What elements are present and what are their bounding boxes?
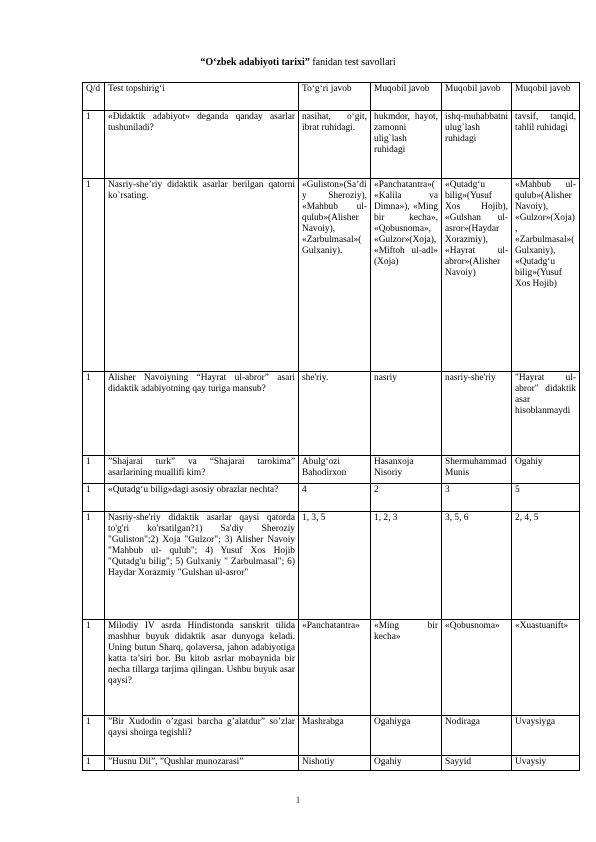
option-cell: ishq-muhabbatni ulug`lash ruhidagi xyxy=(442,111,512,179)
option-cell: 3 xyxy=(442,484,512,512)
table-cell: 1 xyxy=(83,756,105,771)
option-cell: Hasanxoja Nisoriy xyxy=(371,456,442,484)
option-cell: Nodiraga xyxy=(442,716,512,756)
question-cell: Nasriy-she’riy didaktik asarlar berilgan qatorni ko`rsating. xyxy=(105,179,299,372)
option-cell: «Qobusnoma» xyxy=(442,620,512,716)
option-cell: «Panchatantra»(«Kalila va Dimna»), «Ming bir kecha», «Qobusnoma», «Gulzor»(Xoja), «Miftoh ul-adl» (Xoja) xyxy=(371,179,442,372)
table-row xyxy=(83,456,580,484)
question-cell: Nasriy-she'riy didaktik asarlar qaysi qatorda to'g'ri ko'rsatilgan?1) Sa'diy Sheroziy "Guliston";2) Xoja "Gulzor"; 3) Alisher Navoiy "Mahbub ul- qulub"; 4) Yusuf Xos Hojib "Qutadg'u bilig"; 5) Gulxaniy " Zarbulmasal"; 6) Haydar Xorazmiy "Gulshan ul-asror" xyxy=(105,512,299,620)
correct-answer-cell: «Panchatantra» xyxy=(299,620,371,716)
correct-answer-cell: she'riy. xyxy=(299,372,371,456)
option-cell: «Ming bir kecha» xyxy=(371,620,442,716)
question-cell: ”Bir Xudodin o’zgasi barcha g’alatdur” so’zlar qaysi shoirga tegishli? xyxy=(105,716,299,756)
option-cell: Uvaysiy xyxy=(512,756,580,771)
table-cell: 1 xyxy=(83,716,105,756)
option-cell: 3, 5, 6 xyxy=(442,512,512,620)
page-number: 1 xyxy=(295,795,301,805)
header-cell: Muqobil javob xyxy=(442,83,512,111)
title-rest: fanidan test savollari xyxy=(309,57,396,68)
option-cell: nasriy-she'riy xyxy=(442,372,512,456)
option-cell: Shermuhammad Munis xyxy=(442,456,512,484)
test-table xyxy=(82,82,580,771)
option-cell: 5 xyxy=(512,484,580,512)
table-cell: 1 xyxy=(83,484,105,512)
option-cell: Ogahiyga xyxy=(371,716,442,756)
table-cell: 1 xyxy=(83,111,105,179)
option-cell: tavsif, tanqid, tahlil ruhidagi xyxy=(512,111,580,179)
question-cell: «Didaktik adabiyot» deganda qanday asarlar tushuniladi? xyxy=(105,111,299,179)
option-cell: nasriy xyxy=(371,372,442,456)
table-row xyxy=(83,756,580,771)
question-cell: ”Shajarai turk” va “Shajarai tarokima” asarlarining muallifi kim? xyxy=(105,456,299,484)
correct-answer-cell: 1, 3, 5 xyxy=(299,512,371,620)
header-cell: Test topshirig‘i xyxy=(105,83,299,111)
table-row xyxy=(83,179,580,372)
option-cell: 1, 2, 3 xyxy=(371,512,442,620)
correct-answer-cell: 4 xyxy=(299,484,371,512)
header-cell: Muqobil javob xyxy=(371,83,442,111)
table-row xyxy=(83,620,580,716)
question-cell: «Qutadg‘u bilig»dagi asosiy obrazlar nechta? xyxy=(105,484,299,512)
table-header-row xyxy=(83,83,580,111)
option-cell: «Xuastuanift» xyxy=(512,620,580,716)
option-cell: Ogahiy xyxy=(371,756,442,771)
correct-answer-cell: nasihat, o‘git, ibrat ruhidagi. xyxy=(299,111,371,179)
table-cell: 1 xyxy=(83,512,105,620)
option-cell: «Qutadg‘u bilig»(Yusuf Xos Hojib), «Gulshan ul-asror»(Haydar Xorazmiy), «Hayrat ul-abror»(Alisher Navoiy) xyxy=(442,179,512,372)
header-cell: To‘g‘ri javob xyxy=(299,83,371,111)
correct-answer-cell: «Guliston»(Sa’diy Sheroziy), «Mahbub ul-qulub»(Alisher Navoiy), «Zarbulmasal»(Gulxaniy). xyxy=(299,179,371,372)
title-bold: “O‘zbek adabiyoti tarixi” xyxy=(200,57,310,68)
option-cell: Ogahiy xyxy=(512,456,580,484)
option-cell: 2, 4, 5 xyxy=(512,512,580,620)
table-row xyxy=(83,372,580,456)
option-cell: hukmdor, hayot, zamonni ulig`lash ruhidagi xyxy=(371,111,442,179)
table-row xyxy=(83,484,580,512)
table-row xyxy=(83,111,580,179)
table-row xyxy=(83,716,580,756)
option-cell: Uvaysiyga xyxy=(512,716,580,756)
header-cell: Q/d xyxy=(83,83,105,111)
question-cell: Milodiy IV asrda Hindistonda sanskrit tilida mashhur buyuk didaktik asar dunyoga keladi. Uning butun Sharq, qolaversa, jahon adabiyotiga katta ta’siri bor. Bu kitob asrlar mobaynida bir necha tillarga tarjima qilingan. Ushbu buyuk asar qaysi? xyxy=(105,620,299,716)
correct-answer-cell: Mashrabga xyxy=(299,716,371,756)
option-cell: 2 xyxy=(371,484,442,512)
table-cell: 1 xyxy=(83,620,105,716)
page-title xyxy=(0,57,596,68)
option-cell: «Mahbub ul-qulub»(Alisher Navoiy), «Gulzor»(Xoja), «Zarbulmasal»(Gulxaniy), «Qutadg‘u bilig»(Yusuf Xos Hojib) xyxy=(512,179,580,372)
table-cell: 1 xyxy=(83,372,105,456)
correct-answer-cell: Nishotiy xyxy=(299,756,371,771)
table-cell: 1 xyxy=(83,456,105,484)
question-cell: Alisher Navoiyning “Hayrat ul-abror” asari didaktik adabiyotning qay turiga mansub? xyxy=(105,372,299,456)
option-cell: "Hayrat ul-abror" didaktik asar hisoblanmaydi xyxy=(512,372,580,456)
option-cell: Sayyid xyxy=(442,756,512,771)
table-row xyxy=(83,512,580,620)
table-cell: 1 xyxy=(83,179,105,372)
correct-answer-cell: Abulg‘ozi Bahodirxon xyxy=(299,456,371,484)
question-cell: ”Husnu Dil”, ”Qushlar munozarasi” xyxy=(105,756,299,771)
header-cell: Muqobil javob xyxy=(512,83,580,111)
